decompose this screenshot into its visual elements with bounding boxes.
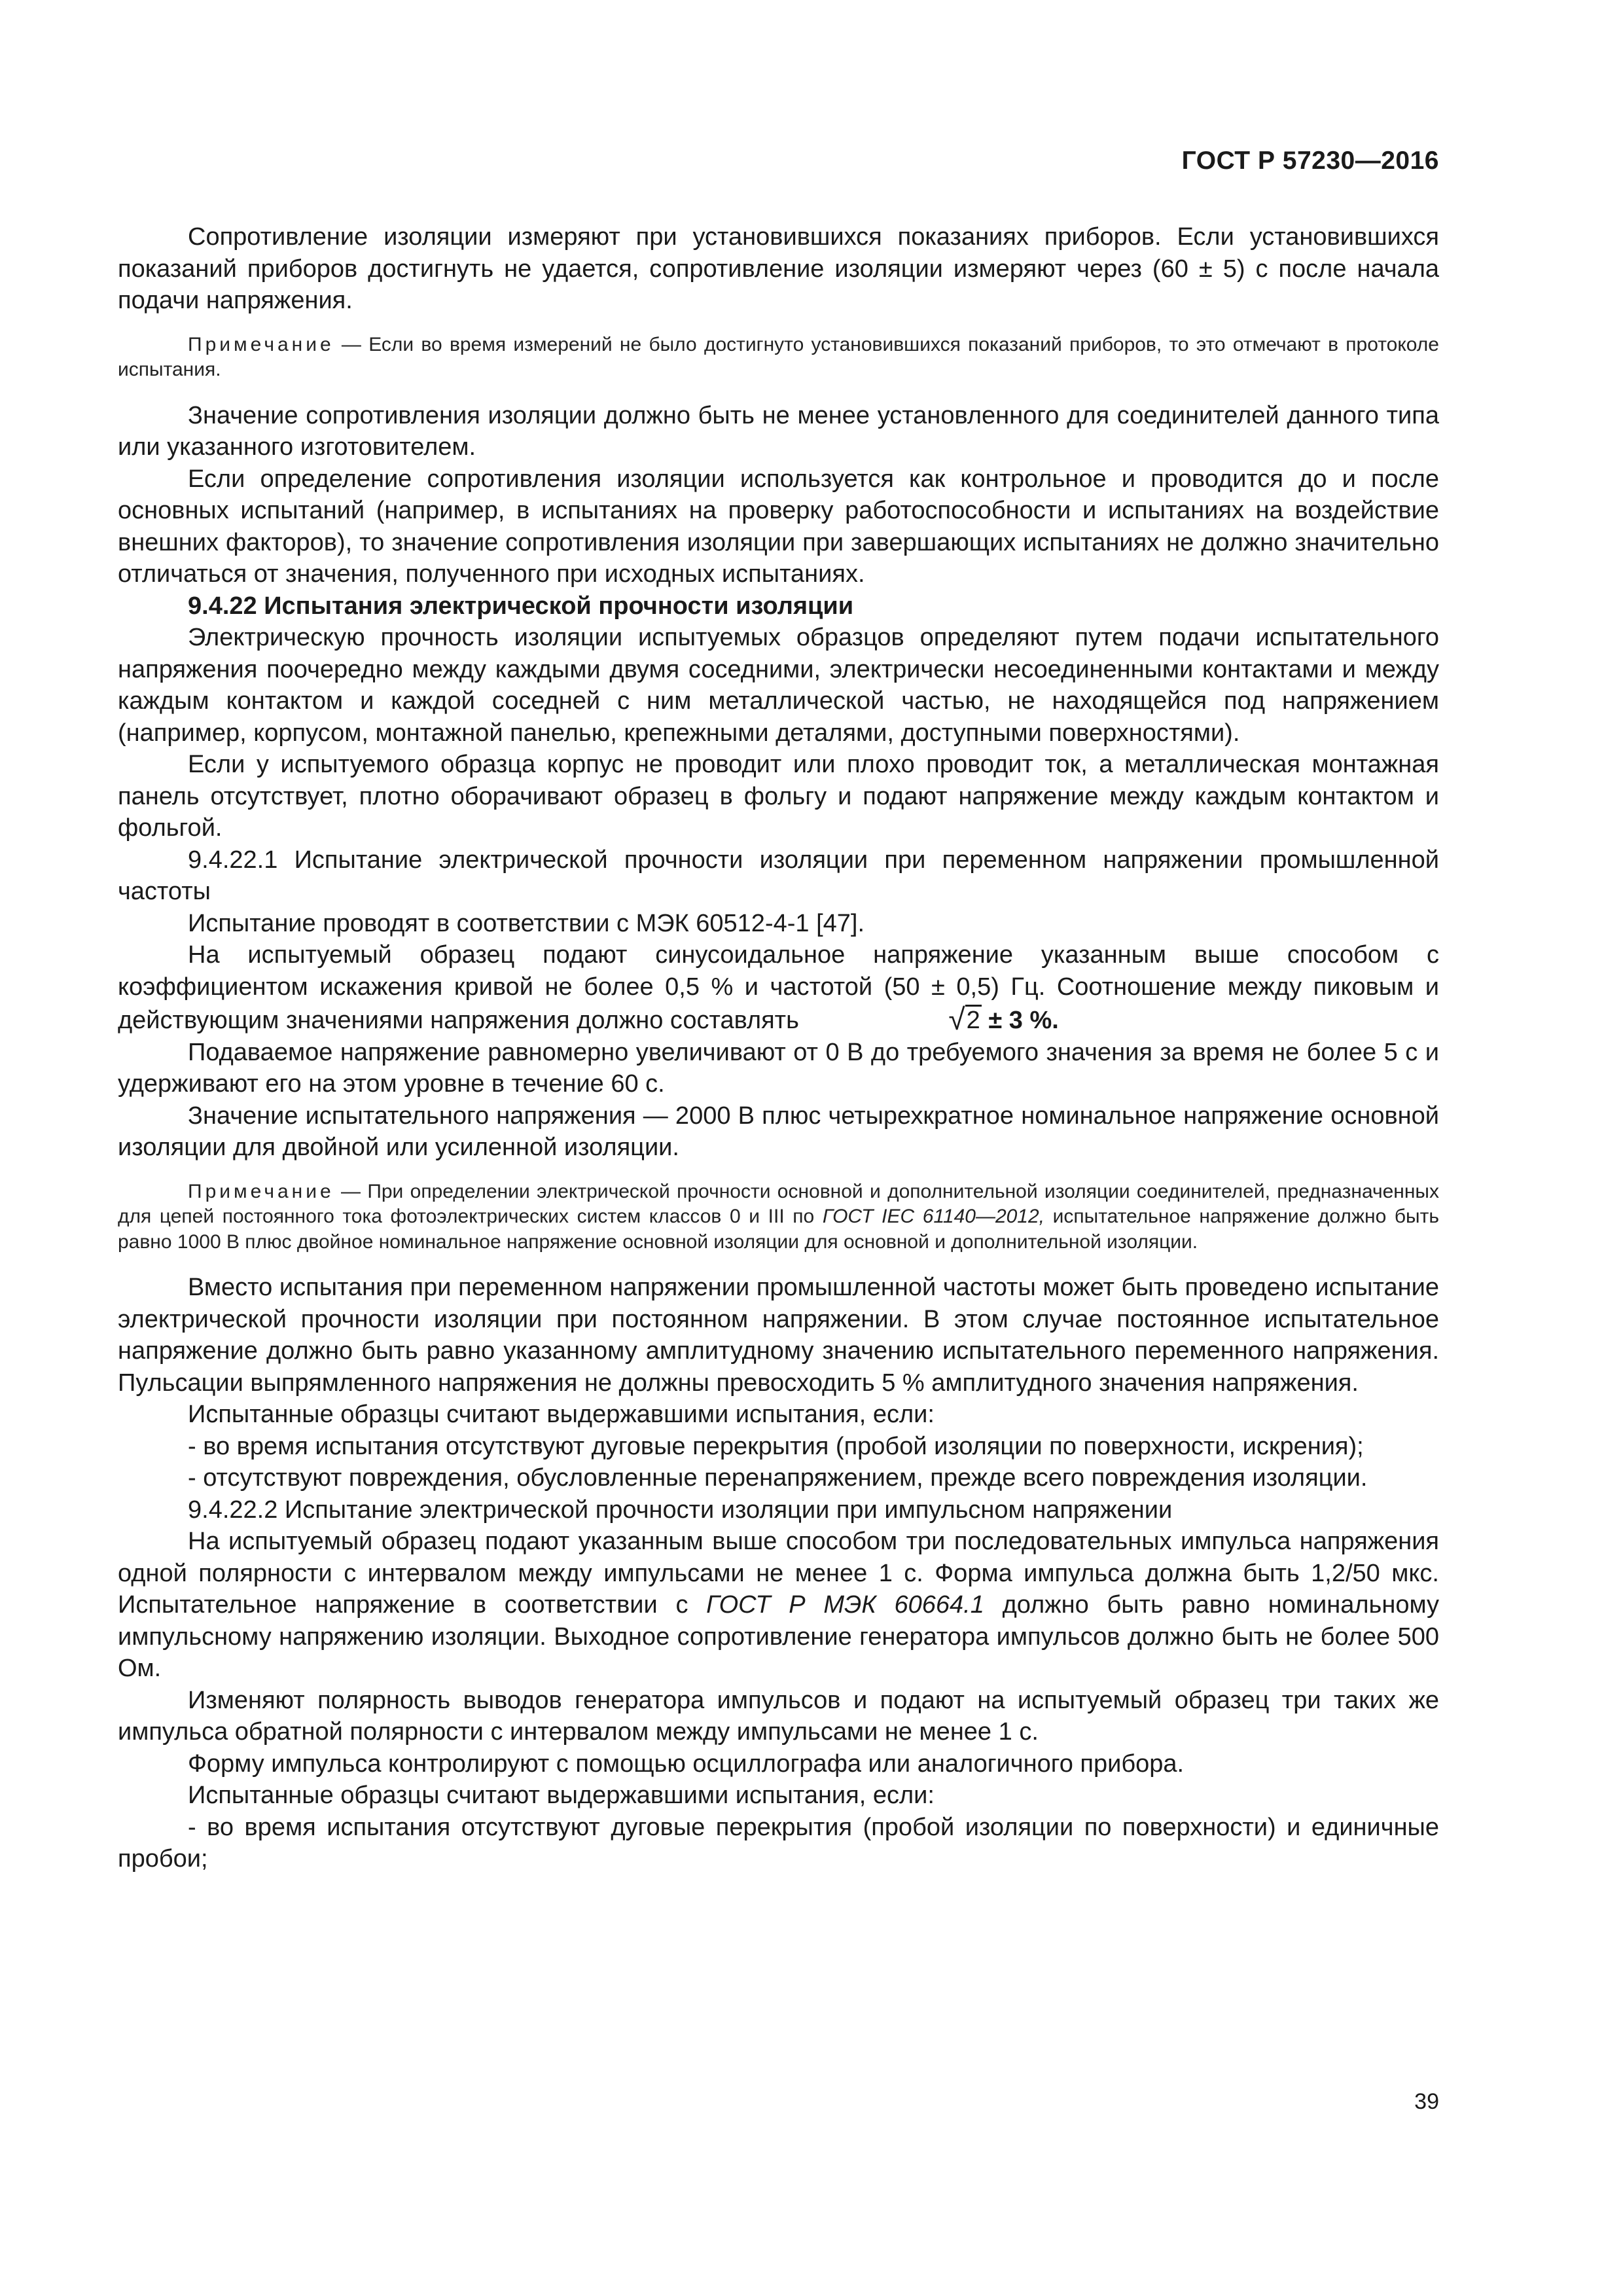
note-standard-reference: ГОСТ IEC 61140—2012,	[822, 1206, 1045, 1227]
sqrt-formula	[806, 1003, 981, 1037]
note-pv-connectors	[118, 1179, 1439, 1255]
paragraph-impulse-voltage	[118, 1526, 1439, 1685]
section-heading-9-4-22: 9.4.22 Испытания электрической прочности изоляции	[188, 592, 854, 620]
paragraph-dielectric-strength: Электрическую прочность изоляции испытуемых образцов определяют путем подачи испытательного напряжения поочередно между каждыми двумя соседними, электрически несоединенными контактами и между каждым контактом и каждой соседней с ним металлической частью, не находящейся под напряжением (например, корпусом, монтажной панелью, крепежными деталями, доступными поверхностями).	[118, 624, 1439, 747]
list-item-no-damage: - отсутствуют повреждения, обусловленные перенапряжением, прежде всего повреждения изоляции.	[188, 1464, 1368, 1492]
paragraph-pass-criteria-impulse: Испытанные образцы считают выдержавшими испытания, если:	[188, 1782, 935, 1809]
impulse-text: На испытуемый образец подают указанным выше способом три последовательных импульса напряжения одной полярности с интервалом между импульсами не менее 1 с. Форма импульса должна быть 1,2/50 мкс. Испытательное напряжение в соответствии с	[118, 1528, 1439, 1619]
paragraph-iec-reference: Испытание проводят в соответствии с МЭК 60512-4-1 [47].	[188, 909, 865, 937]
formula-tolerance: ± 3 %.	[981, 1007, 1059, 1034]
impulse-standard-reference: ГОСТ Р МЭК 60664.1	[706, 1591, 984, 1619]
list-item-no-breakdown: - во время испытания отсутствуют дуговые перекрытия (пробой изоляции по поверхности) и единичные пробои;	[118, 1813, 1439, 1873]
paragraph-pass-criteria: Испытанные образцы считают выдержавшими испытания, если:	[188, 1401, 935, 1428]
note-text: — При определении электрической прочности основной и дополнительной изоляции соединителей, предназначенных для цепей постоянного тока фотоэлектрических систем классов 0 и III по	[118, 1180, 1439, 1227]
note-unstable-readings	[118, 332, 1439, 383]
sinusoidal-text: На испытуемый образец подают синусоидальное напряжение указанным выше способом с коэффициентом искажения кривой не более 0,5 % и частотой (50 ± 0,5) Гц. Соотношение между пиковым и действующим значениями напряжения должно составлять	[118, 941, 1439, 1034]
paragraph-insulation-minimum: Значение сопротивления изоляции должно быть не менее установленного для соединителей данного типа или указанного изготовителем.	[118, 401, 1439, 461]
list-item-no-arcing: - во время испытания отсутствуют дуговые перекрытия (пробой изоляции по поверхности, искрения);	[188, 1432, 1364, 1460]
paragraph-test-voltage-value: Значение испытательного напряжения — 2000 В плюс четырехкратное номинальное напряжение основной изоляции для двойной или усиленной изоляции.	[118, 1102, 1439, 1161]
document-body	[118, 221, 1439, 1875]
paragraph-sinusoidal-voltage	[118, 939, 1439, 1037]
page-number: 39	[1414, 2089, 1439, 2114]
sqrt-radicand: 2	[965, 1005, 982, 1034]
note-text: — Если во время измерений не было достигнуто установившихся показаний приборов, то это отмечают в протоколе испытания.	[118, 333, 1439, 380]
paragraph-dc-alternative: Вместо испытания при переменном напряжении промышленной частоты может быть проведено испытание электрической прочности изоляции при постоянном напряжении. В этом случае постоянное испытательное напряжение должно быть равно указанному амплитудному значению испытательного переменного напряжения. Пульсации выпрямленного напряжения не должны превосходить 5 % амплитудного значения напряжения.	[118, 1274, 1439, 1397]
paragraph-oscilloscope: Форму импульса контролируют с помощью осциллографа или аналогичного прибора.	[188, 1749, 1185, 1778]
subsection-heading-9-4-22-1: 9.4.22.1 Испытание электрической прочности изоляции при переменном напряжении промышленной частоты	[118, 846, 1439, 905]
paragraph-foil-wrapping: Если у испытуемого образца корпус не проводит или плохо проводит ток, а металлическая монтажная панель отсутствует, плотно оборачивают образец в фольгу и подают напряжение между каждым контактом и фольгой.	[118, 751, 1439, 842]
subsection-heading-9-4-22-2: 9.4.22.2 Испытание электрической прочности изоляции при импульсном напряжении	[188, 1496, 1173, 1524]
note-label: Примечание	[188, 333, 334, 355]
paragraph-polarity-reversal: Изменяют полярность выводов генератора импульсов и подают на испытуемый образец три таких же импульса обратной полярности с интервалом между импульсами не менее 1 с.	[118, 1686, 1439, 1746]
paragraph-insulation-control: Если определение сопротивления изоляции используется как контрольное и проводится до и после основных испытаний (например, в испытаниях на проверку работоспособности и испытаниях на воздействие внешних факторов), то значение сопротивления изоляции при завершающих испытаниях не должно значительно отличаться от значения, полученного при исходных испытаниях.	[118, 465, 1439, 588]
note-text-continued: испытательное напряжение должно быть равно 1000 В плюс двойное номинальное напряжение основной изоляции для основной и дополнительной изоляции.	[118, 1206, 1439, 1253]
sqrt-symbol: √	[948, 1002, 965, 1036]
paragraph-insulation-measurement: Сопротивление изоляции измеряют при установившихся показаниях приборов. Если установившихся показаний приборов достигнуть не удается, сопротивление изоляции измеряют через (60 ± 5) с после начала подачи напряжения.	[118, 223, 1439, 314]
note-label: Примечание	[188, 1180, 334, 1202]
paragraph-voltage-ramp: Подаваемое напряжение равномерно увеличивают от 0 В до требуемого значения за время не более 5 с и удерживают его на этом уровне в течение 60 с.	[118, 1038, 1439, 1098]
impulse-text-continued: должно быть равно номинальному импульсному напряжению изоляции. Выходное сопротивление генератора импульсов должно быть не более 500 Ом.	[118, 1591, 1440, 1682]
standard-header: ГОСТ Р 57230—2016	[1181, 147, 1439, 175]
